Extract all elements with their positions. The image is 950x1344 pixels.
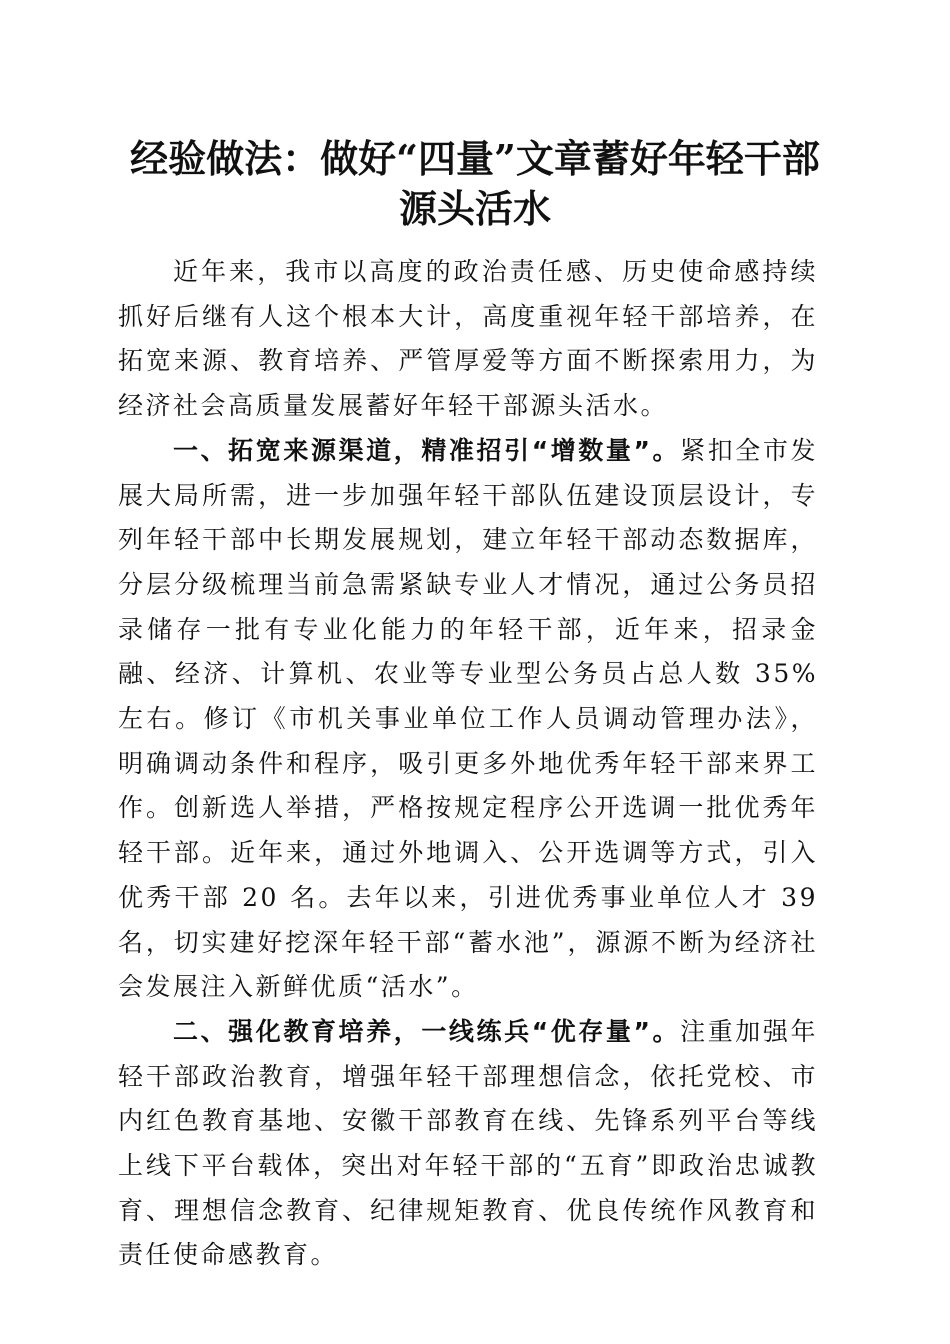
document-body	[118, 250, 818, 1278]
paragraph-intro	[118, 250, 818, 429]
document-title: 经验做法：做好“四量”文章蓄好年轻干部源头活水	[130, 136, 820, 231]
paragraph-section-1	[118, 429, 818, 1010]
section-1-text: 紧扣全市发展大局所需，进一步加强年轻干部队伍建设顶层设计，专列年轻干部中长期发展规划，建立年轻干部动态数据库，分层分级梳理当前急需紧缺专业人才情况，通过公务员招录储存一批有专业化能力的年轻干部，近年来，招录金融、经济、计算机、农业等专业型公务员占总人数 35%左右。修订《市机关事业单位工作人员调动管理办法》，明确调动条件和程序，吸引更多外地优秀年轻干部来界工作。创新选人举措，严格按规定程序公开选调一批优秀年轻干部。近年来，通过外地调入、公开选调等方式，引入优秀干部 20 名。去年以来，引进优秀事业单位人才 39 名，切实建好挖深年轻干部“蓄水池”，源源不断为经济社会发展注入新鲜优质“活水”。	[118, 435, 818, 1002]
section-2-text: 注重加强年轻干部政治教育，增强年轻干部理想信念，依托党校、市内红色教育基地、安徽干部教育在线、先锋系列平台等线上线下平台载体，突出对年轻干部的“五育”即政治忠诚教育、理想信念教育、纪律规矩教育、优良传统作风教育和责任使命感教育。	[118, 1016, 818, 1270]
section-2-heading: 二、强化教育培养，一线练兵“优存量”。	[173, 1016, 681, 1046]
paragraph-intro-text: 近年来，我市以高度的政治责任感、历史使命感持续抓好后继有人这个根本大计，高度重视年轻干部培养，在拓宽来源、教育培养、严管厚爱等方面不断探索用力，为经济社会高质量发展蓄好年轻干部源头活水。	[118, 257, 818, 421]
section-1-heading: 一、拓宽来源渠道，精准招引“增数量”。	[173, 435, 681, 465]
paragraph-section-2	[118, 1010, 818, 1278]
